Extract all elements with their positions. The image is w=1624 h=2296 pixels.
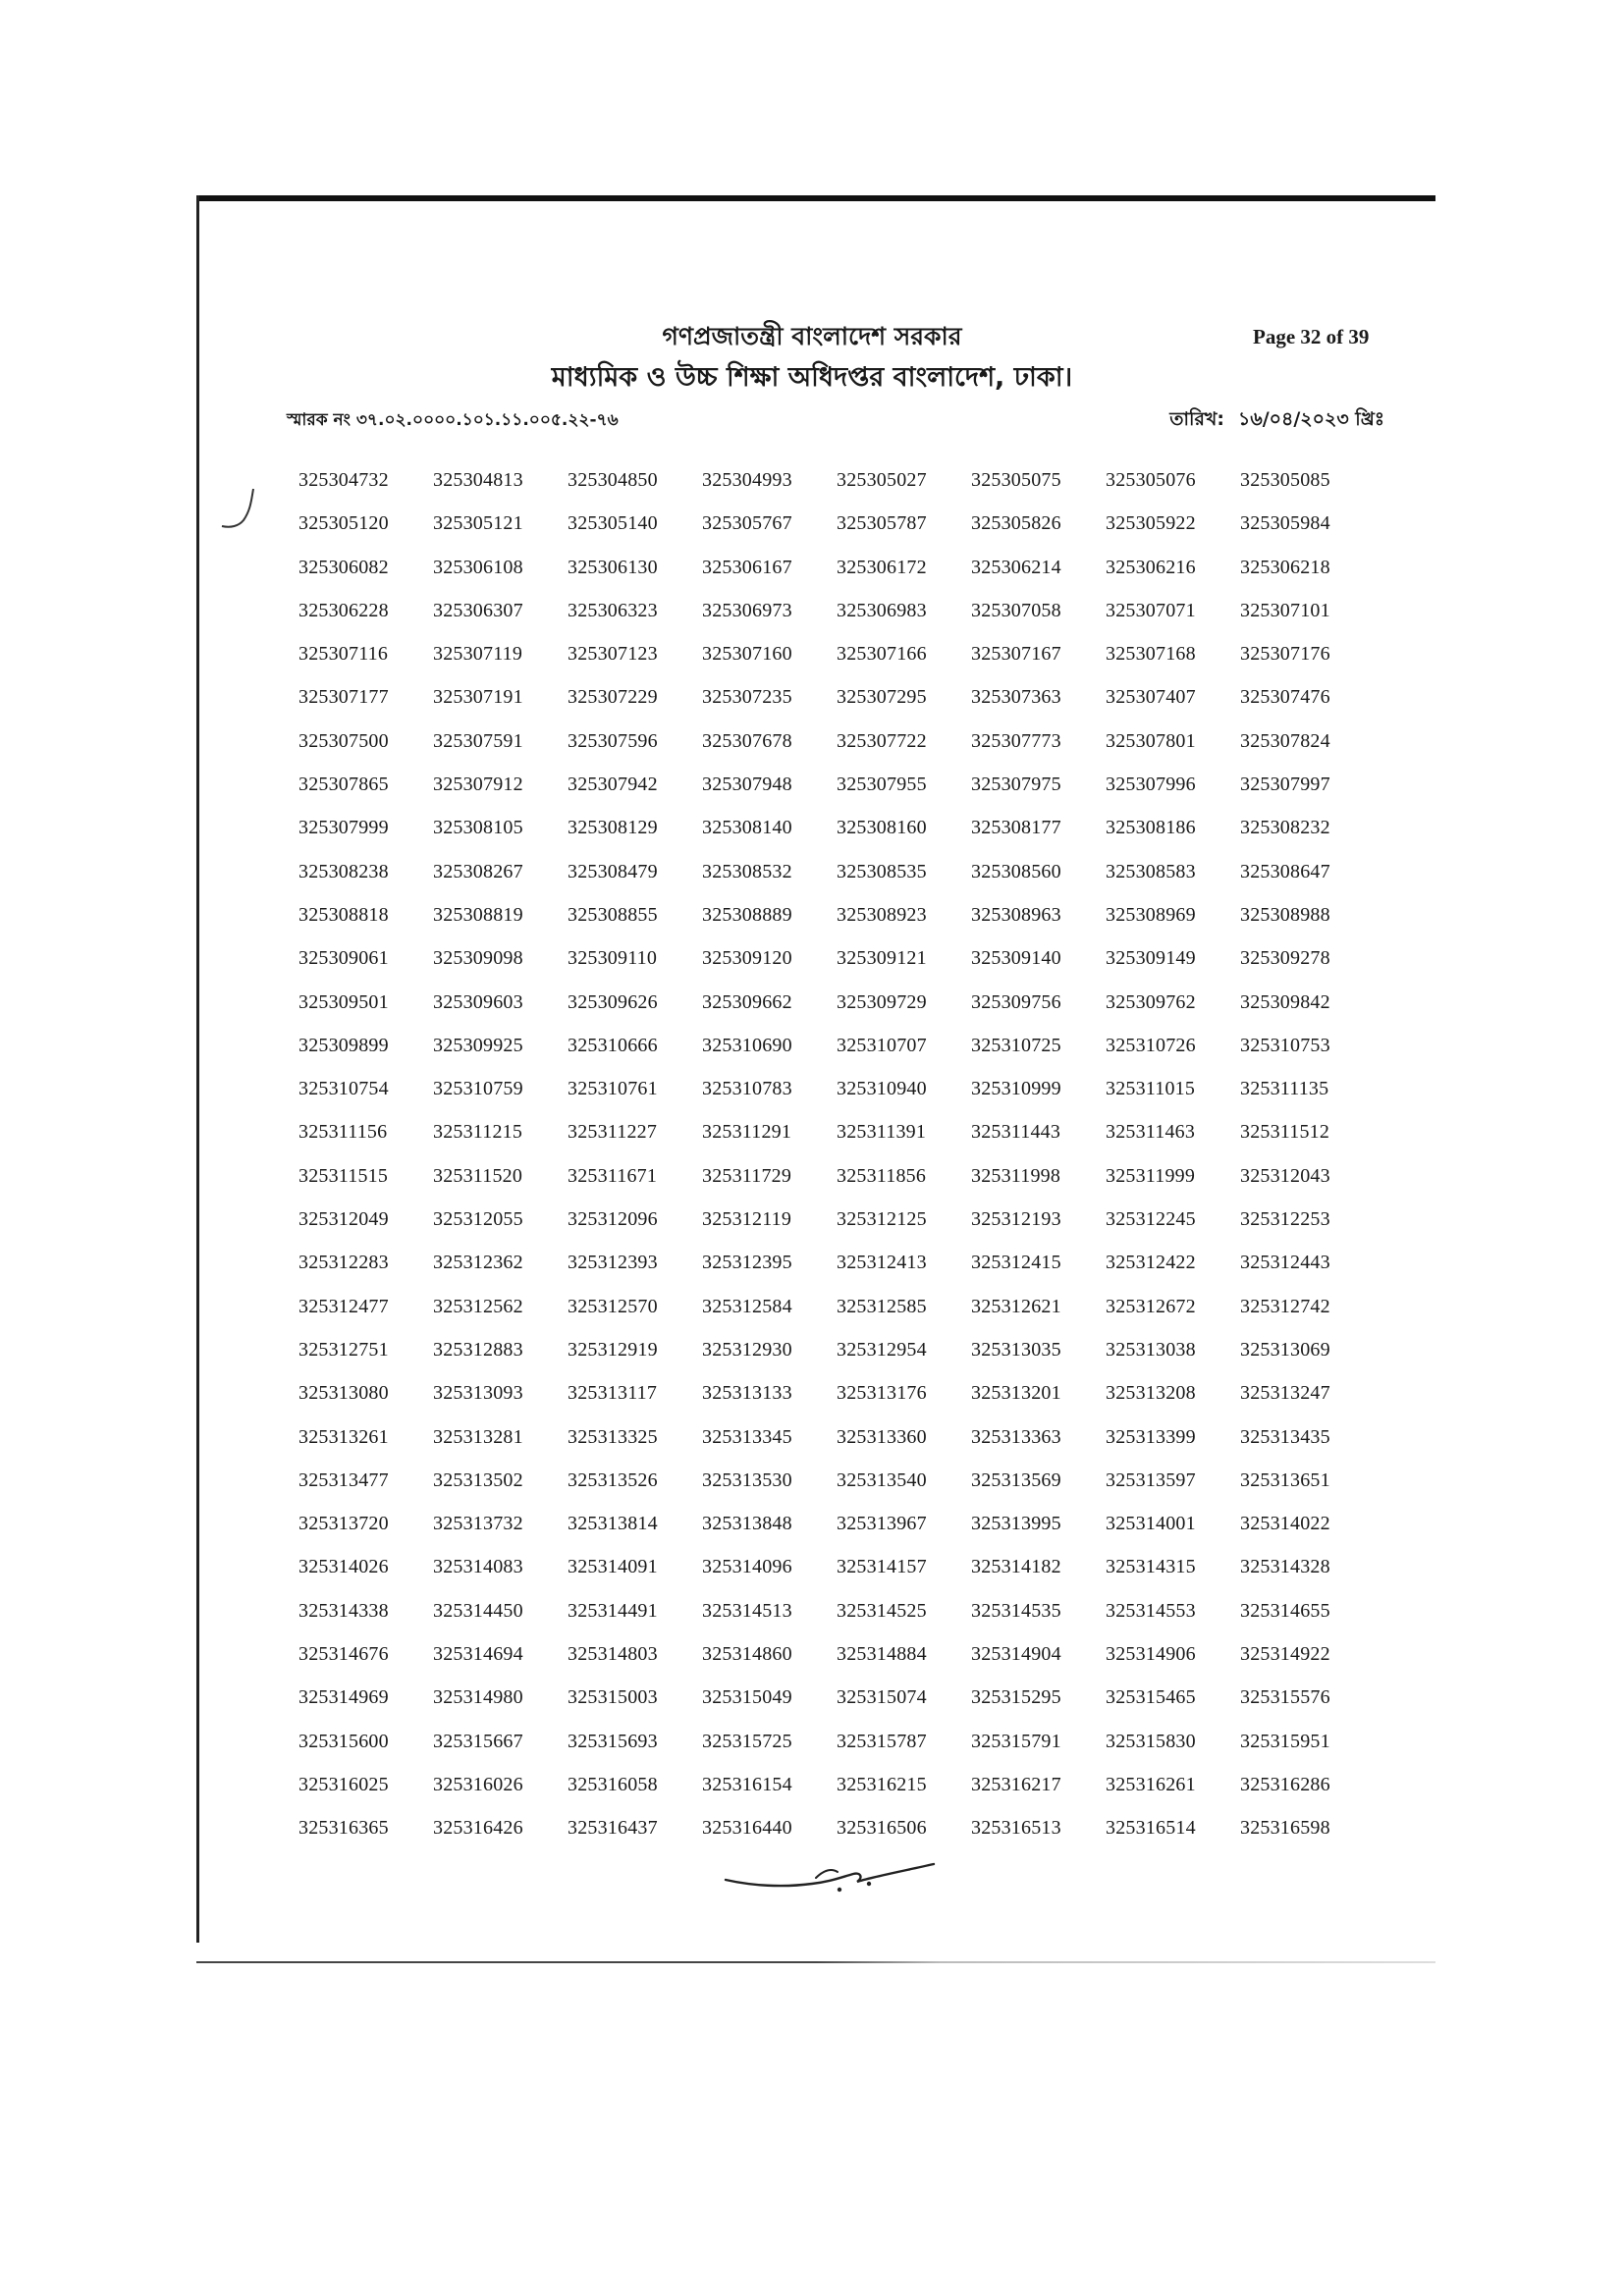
roll-number-cell: 325311515 — [298, 1164, 389, 1187]
department-title: মাধ্যমিক ও উচ্চ শিক্ষা অধিদপ্তর বাংলাদেশ, ঢাকা। — [551, 362, 1073, 393]
roll-number-cell: 325316215 — [837, 1773, 927, 1795]
roll-number-cell: 325304732 — [298, 469, 389, 491]
roll-number-cell: 325305085 — [1240, 469, 1330, 491]
roll-number-cell: 325312125 — [837, 1208, 927, 1231]
roll-number-cell: 325306172 — [837, 556, 927, 578]
roll-number-cell: 325316286 — [1240, 1773, 1330, 1795]
roll-number-cell: 325312245 — [1106, 1208, 1196, 1231]
roll-number-cell: 325316514 — [1106, 1817, 1196, 1840]
date-line — [1169, 405, 1384, 437]
roll-number-cell: 325314525 — [837, 1599, 927, 1622]
roll-number-cell: 325312477 — [298, 1295, 389, 1317]
roll-number-cell: 325309121 — [837, 947, 927, 970]
roll-number-cell: 325310940 — [837, 1078, 927, 1100]
roll-number-cell: 325305984 — [1240, 512, 1330, 535]
roll-number-cell: 325314904 — [971, 1643, 1061, 1666]
roll-number-cell: 325309098 — [433, 947, 523, 970]
roll-number-cell: 325311443 — [971, 1121, 1061, 1144]
roll-number-cell: 325312119 — [702, 1208, 792, 1231]
roll-number-cell: 325313345 — [702, 1425, 792, 1448]
roll-number-cell: 325311227 — [568, 1121, 658, 1144]
roll-number-cell: 325312919 — [568, 1338, 658, 1361]
page-frame-top-rule — [196, 195, 1435, 201]
roll-number-cell: 325309110 — [568, 947, 658, 970]
roll-number-cell: 325309626 — [568, 990, 658, 1013]
roll-number-cell: 325307119 — [433, 643, 523, 666]
roll-number-cell: 325307500 — [298, 729, 389, 752]
roll-number-cell: 325312585 — [837, 1295, 927, 1317]
roll-number-cell: 325308969 — [1106, 903, 1196, 926]
roll-number-cell: 325314553 — [1106, 1599, 1196, 1622]
roll-number-cell: 325313814 — [568, 1513, 658, 1535]
roll-number-cell: 325314803 — [568, 1643, 658, 1666]
roll-number-cell: 325315830 — [1106, 1730, 1196, 1752]
roll-number-cell: 325315951 — [1240, 1730, 1330, 1752]
roll-number-cell: 325305120 — [298, 512, 389, 535]
roll-number-cell: 325315667 — [433, 1730, 523, 1752]
roll-number-cell: 325307160 — [702, 643, 792, 666]
roll-number-cell: 325307168 — [1106, 643, 1196, 666]
roll-number-cell: 325312283 — [298, 1252, 389, 1274]
roll-number-cell: 325308647 — [1240, 860, 1330, 882]
roll-number-cell: 325312883 — [433, 1338, 523, 1361]
roll-number-cell: 325315074 — [837, 1686, 927, 1709]
roll-number-cell: 325313117 — [568, 1382, 658, 1405]
roll-number-cell: 325306130 — [568, 556, 658, 578]
roll-number-cell: 325314922 — [1240, 1643, 1330, 1666]
roll-number-cell: 325305075 — [971, 469, 1061, 491]
roll-number-cell: 325309925 — [433, 1034, 523, 1056]
roll-number-cell: 325313093 — [433, 1382, 523, 1405]
roll-number-cell: 325311729 — [702, 1164, 792, 1187]
roll-number-cell: 325311998 — [971, 1164, 1061, 1187]
roll-number-cell: 325316058 — [568, 1773, 658, 1795]
roll-number-cell: 325313995 — [971, 1513, 1061, 1535]
roll-number-cell: 325313526 — [568, 1468, 658, 1491]
roll-number-cell: 325310726 — [1106, 1034, 1196, 1056]
roll-number-cell: 325305027 — [837, 469, 927, 491]
roll-number-cell: 325307591 — [433, 729, 523, 752]
roll-number-cell: 325311671 — [568, 1164, 658, 1187]
roll-number-cell: 325307722 — [837, 729, 927, 752]
roll-number-cell: 325311291 — [702, 1121, 792, 1144]
roll-number-cell: 325313176 — [837, 1382, 927, 1405]
roll-number-cell: 325312253 — [1240, 1208, 1330, 1231]
page-frame-bottom-rule — [196, 1961, 1435, 1963]
roll-number-cell: 325312930 — [702, 1338, 792, 1361]
roll-number-cell: 325314022 — [1240, 1513, 1330, 1535]
roll-number-cell: 325308105 — [433, 817, 523, 839]
margin-pen-mark-icon — [218, 487, 257, 536]
roll-number-cell: 325312413 — [837, 1252, 927, 1274]
roll-number-cell: 325309662 — [702, 990, 792, 1013]
roll-number-cell: 325306307 — [433, 599, 523, 621]
roll-number-cell: 325316365 — [298, 1817, 389, 1840]
roll-number-cell: 325312751 — [298, 1338, 389, 1361]
roll-number-cell: 325312393 — [568, 1252, 658, 1274]
roll-number-cell: 325314535 — [971, 1599, 1061, 1622]
roll-number-cell: 325307596 — [568, 729, 658, 752]
roll-number-cell: 325313569 — [971, 1468, 1061, 1491]
roll-number-cell: 325305076 — [1106, 469, 1196, 491]
roll-number-cell: 325307955 — [837, 774, 927, 796]
roll-number-cell: 325313133 — [702, 1382, 792, 1405]
roll-number-cell: 325307997 — [1240, 774, 1330, 796]
roll-number-cell: 325313540 — [837, 1468, 927, 1491]
roll-number-cell: 325307912 — [433, 774, 523, 796]
roll-number-cell: 325315600 — [298, 1730, 389, 1752]
roll-number-cell: 325313732 — [433, 1513, 523, 1535]
roll-number-cell: 325310759 — [433, 1078, 523, 1100]
roll-number-cell: 325316026 — [433, 1773, 523, 1795]
roll-number-cell: 325313080 — [298, 1382, 389, 1405]
roll-number-cell: 325309729 — [837, 990, 927, 1013]
roll-number-cell: 325309149 — [1106, 947, 1196, 970]
roll-number-cell: 325307167 — [971, 643, 1061, 666]
roll-number-cell: 325305121 — [433, 512, 523, 535]
roll-number-cell: 325312584 — [702, 1295, 792, 1317]
roll-number-cell: 325306218 — [1240, 556, 1330, 578]
roll-number-cell: 325308177 — [971, 817, 1061, 839]
roll-number-cell: 325312954 — [837, 1338, 927, 1361]
roll-number-cell: 325311215 — [433, 1121, 523, 1144]
roll-number-cell: 325306323 — [568, 599, 658, 621]
roll-number-cell: 325307476 — [1240, 686, 1330, 709]
roll-number-cell: 325314969 — [298, 1686, 389, 1709]
roll-number-cell: 325310761 — [568, 1078, 658, 1100]
roll-number-cell: 325309756 — [971, 990, 1061, 1013]
roll-number-cell: 325313399 — [1106, 1425, 1196, 1448]
roll-number-cell: 325312621 — [971, 1295, 1061, 1317]
roll-number-cell: 325312096 — [568, 1208, 658, 1231]
roll-number-cell: 325307996 — [1106, 774, 1196, 796]
roll-number-cell: 325311512 — [1240, 1121, 1330, 1144]
roll-number-cell: 325306167 — [702, 556, 792, 578]
roll-number-cell: 325316426 — [433, 1817, 523, 1840]
roll-number-cell: 325313325 — [568, 1425, 658, 1448]
roll-number-cell: 325309501 — [298, 990, 389, 1013]
roll-number-cell: 325316506 — [837, 1817, 927, 1840]
roll-number-cell: 325313597 — [1106, 1468, 1196, 1491]
roll-number-cell: 325316217 — [971, 1773, 1061, 1795]
roll-number-cell: 325314328 — [1240, 1556, 1330, 1578]
roll-number-cell: 325313848 — [702, 1513, 792, 1535]
roll-number-cell: 325316440 — [702, 1817, 792, 1840]
roll-number-grid — [298, 465, 1375, 1857]
roll-number-cell: 325305922 — [1106, 512, 1196, 535]
roll-number-cell: 325313363 — [971, 1425, 1061, 1448]
roll-number-cell: 325308963 — [971, 903, 1061, 926]
roll-number-cell: 325314676 — [298, 1643, 389, 1666]
roll-number-cell: 325315787 — [837, 1730, 927, 1752]
roll-number-cell: 325309899 — [298, 1034, 389, 1056]
roll-number-cell: 325314182 — [971, 1556, 1061, 1578]
roll-number-cell: 325308535 — [837, 860, 927, 882]
roll-number-cell: 325312570 — [568, 1295, 658, 1317]
roll-number-cell: 325309140 — [971, 947, 1061, 970]
roll-number-cell: 325311015 — [1106, 1078, 1196, 1100]
roll-number-cell: 325310753 — [1240, 1034, 1330, 1056]
roll-number-cell: 325312362 — [433, 1252, 523, 1274]
roll-number-cell: 325313201 — [971, 1382, 1061, 1405]
roll-number-cell: 325313281 — [433, 1425, 523, 1448]
roll-number-cell: 325307999 — [298, 817, 389, 839]
roll-number-cell: 325307058 — [971, 599, 1061, 621]
roll-number-cell: 325311135 — [1240, 1078, 1329, 1100]
roll-number-cell: 325312742 — [1240, 1295, 1330, 1317]
roll-number-cell: 325314491 — [568, 1599, 658, 1622]
roll-number-cell: 325307407 — [1106, 686, 1196, 709]
roll-number-cell: 325309061 — [298, 947, 389, 970]
roll-number-cell: 325313720 — [298, 1513, 389, 1535]
roll-number-cell: 325307071 — [1106, 599, 1196, 621]
roll-number-cell: 325314655 — [1240, 1599, 1330, 1622]
roll-number-cell: 325311391 — [837, 1121, 927, 1144]
roll-number-cell: 325304850 — [568, 469, 658, 491]
roll-number-cell: 325312562 — [433, 1295, 523, 1317]
roll-number-cell: 325314694 — [433, 1643, 523, 1666]
roll-number-cell: 325308855 — [568, 903, 658, 926]
roll-number-cell: 325313435 — [1240, 1425, 1330, 1448]
roll-number-cell: 325305826 — [971, 512, 1061, 535]
roll-number-cell: 325314980 — [433, 1686, 523, 1709]
roll-number-cell: 325307773 — [971, 729, 1061, 752]
roll-number-cell: 325313069 — [1240, 1338, 1330, 1361]
roll-number-cell: 325307229 — [568, 686, 658, 709]
roll-number-cell: 325308560 — [971, 860, 1061, 882]
roll-number-cell: 325316437 — [568, 1817, 658, 1840]
roll-number-cell: 325306973 — [702, 599, 792, 621]
roll-number-cell: 325311156 — [298, 1121, 388, 1144]
roll-number-cell: 325311520 — [433, 1164, 523, 1187]
government-title: গণপ্রজাতন্ত্রী বাংলাদেশ সরকার — [662, 322, 962, 350]
roll-number-cell: 325311999 — [1106, 1164, 1196, 1187]
roll-number-cell: 325314513 — [702, 1599, 792, 1622]
roll-number-cell: 325314157 — [837, 1556, 927, 1578]
roll-number-cell: 325308583 — [1106, 860, 1196, 882]
roll-number-cell: 325307176 — [1240, 643, 1330, 666]
roll-number-cell: 325308186 — [1106, 817, 1196, 839]
roll-number-cell: 325307948 — [702, 774, 792, 796]
roll-number-cell: 325307123 — [568, 643, 658, 666]
roll-number-cell: 325313530 — [702, 1468, 792, 1491]
roll-number-cell: 325307801 — [1106, 729, 1196, 752]
roll-number-cell: 325314338 — [298, 1599, 389, 1622]
roll-number-cell: 325309762 — [1106, 990, 1196, 1013]
roll-number-cell: 325314860 — [702, 1643, 792, 1666]
roll-number-cell: 325308532 — [702, 860, 792, 882]
roll-number-cell: 325316154 — [702, 1773, 792, 1795]
roll-number-cell: 325312422 — [1106, 1252, 1196, 1274]
signature-icon — [722, 1852, 938, 1901]
roll-number-cell: 325314315 — [1106, 1556, 1196, 1578]
date-label: তারিখ: — [1169, 408, 1225, 430]
roll-number-cell: 325312395 — [702, 1252, 792, 1274]
roll-number-cell: 325307942 — [568, 774, 658, 796]
roll-number-cell: 325306228 — [298, 599, 389, 621]
roll-number-cell: 325306214 — [971, 556, 1061, 578]
page-frame-left-rule — [196, 195, 199, 1943]
roll-number-cell: 325304993 — [702, 469, 792, 491]
roll-number-cell: 325310783 — [702, 1078, 792, 1100]
roll-number-cell: 325308238 — [298, 860, 389, 882]
roll-number-cell: 325310666 — [568, 1034, 658, 1056]
roll-number-cell: 325308479 — [568, 860, 658, 882]
roll-number-cell: 325306108 — [433, 556, 523, 578]
roll-number-cell: 325310999 — [971, 1078, 1061, 1100]
roll-number-cell: 325314906 — [1106, 1643, 1196, 1666]
roll-number-cell: 325308140 — [702, 817, 792, 839]
roll-number-cell: 325313651 — [1240, 1468, 1330, 1491]
roll-number-cell: 325312672 — [1106, 1295, 1196, 1317]
roll-number-cell: 325306082 — [298, 556, 389, 578]
roll-number-cell: 325307975 — [971, 774, 1061, 796]
roll-number-cell: 325305140 — [568, 512, 658, 535]
roll-number-cell: 325308267 — [433, 860, 523, 882]
roll-number-cell: 325312193 — [971, 1208, 1061, 1231]
roll-number-cell: 325314083 — [433, 1556, 523, 1578]
roll-number-cell: 325308819 — [433, 903, 523, 926]
roll-number-cell: 325314096 — [702, 1556, 792, 1578]
roll-number-cell: 325315295 — [971, 1686, 1061, 1709]
date-value: ১৬/০৪/২০২৩ খ্রিঃ — [1238, 408, 1384, 430]
roll-number-cell: 325314001 — [1106, 1513, 1196, 1535]
roll-number-cell: 325313038 — [1106, 1338, 1196, 1361]
roll-number-cell: 325308889 — [702, 903, 792, 926]
roll-number-cell: 325306216 — [1106, 556, 1196, 578]
roll-number-cell: 325314091 — [568, 1556, 658, 1578]
roll-number-cell: 325316261 — [1106, 1773, 1196, 1795]
roll-number-cell: 325309278 — [1240, 947, 1330, 970]
roll-number-cell: 325315576 — [1240, 1686, 1330, 1709]
roll-number-cell: 325306983 — [837, 599, 927, 621]
roll-number-cell: 325307235 — [702, 686, 792, 709]
roll-number-cell: 325311463 — [1106, 1121, 1196, 1144]
roll-number-cell: 325308232 — [1240, 817, 1330, 839]
roll-number-cell: 325309120 — [702, 947, 792, 970]
roll-number-cell: 325307865 — [298, 774, 389, 796]
roll-number-cell: 325315725 — [702, 1730, 792, 1752]
roll-number-cell: 325316025 — [298, 1773, 389, 1795]
page-number: Page 32 of 39 — [1253, 325, 1370, 348]
roll-number-cell: 325311856 — [837, 1164, 927, 1187]
roll-number-cell: 325307191 — [433, 686, 523, 709]
roll-number-cell: 325315465 — [1106, 1686, 1196, 1709]
roll-number-cell: 325312415 — [971, 1252, 1061, 1274]
roll-number-cell: 325313035 — [971, 1338, 1061, 1361]
roll-number-cell: 325304813 — [433, 469, 523, 491]
roll-number-cell: 325314026 — [298, 1556, 389, 1578]
roll-number-cell: 325308129 — [568, 817, 658, 839]
roll-number-cell: 325309842 — [1240, 990, 1330, 1013]
roll-number-cell: 325313502 — [433, 1468, 523, 1491]
roll-number-cell: 325313967 — [837, 1513, 927, 1535]
roll-number-cell: 325307177 — [298, 686, 389, 709]
roll-number-cell: 325313208 — [1106, 1382, 1196, 1405]
roll-number-cell: 325314450 — [433, 1599, 523, 1622]
roll-number-cell: 325308160 — [837, 817, 927, 839]
roll-number-cell: 325310754 — [298, 1078, 389, 1100]
roll-number-cell: 325312443 — [1240, 1252, 1330, 1274]
roll-number-cell: 325309603 — [433, 990, 523, 1013]
roll-number-cell: 325313247 — [1240, 1382, 1330, 1405]
roll-number-cell: 325315003 — [568, 1686, 658, 1709]
roll-number-cell: 325308923 — [837, 903, 927, 926]
roll-number-cell: 325305767 — [702, 512, 792, 535]
roll-number-cell: 325307678 — [702, 729, 792, 752]
roll-number-cell: 325307166 — [837, 643, 927, 666]
roll-number-cell: 325310725 — [971, 1034, 1061, 1056]
roll-number-cell: 325316513 — [971, 1817, 1061, 1840]
roll-number-cell: 325312043 — [1240, 1164, 1330, 1187]
roll-number-cell: 325305787 — [837, 512, 927, 535]
roll-number-cell: 325307295 — [837, 686, 927, 709]
roll-number-cell: 325310707 — [837, 1034, 927, 1056]
roll-number-cell: 325313477 — [298, 1468, 389, 1491]
roll-number-cell: 325313360 — [837, 1425, 927, 1448]
roll-number-cell: 325315049 — [702, 1686, 792, 1709]
roll-number-cell: 325315791 — [971, 1730, 1061, 1752]
roll-number-cell: 325315693 — [568, 1730, 658, 1752]
roll-number-cell: 325310690 — [702, 1034, 792, 1056]
roll-number-cell: 325307363 — [971, 686, 1061, 709]
roll-number-cell: 325307116 — [298, 643, 389, 666]
roll-number-cell: 325312055 — [433, 1208, 523, 1231]
roll-number-cell: 325314884 — [837, 1643, 927, 1666]
memo-number: স্মারক নং ৩৭.০২.০০০০.১০১.১১.০০৫.২২-৭৬ — [287, 410, 619, 430]
roll-number-cell: 325307101 — [1240, 599, 1330, 621]
roll-number-cell: 325307824 — [1240, 729, 1330, 752]
roll-number-cell: 325312049 — [298, 1208, 389, 1231]
roll-number-cell: 325308988 — [1240, 903, 1330, 926]
roll-number-cell: 325308818 — [298, 903, 389, 926]
roll-number-cell: 325313261 — [298, 1425, 389, 1448]
roll-number-cell: 325316598 — [1240, 1817, 1330, 1840]
